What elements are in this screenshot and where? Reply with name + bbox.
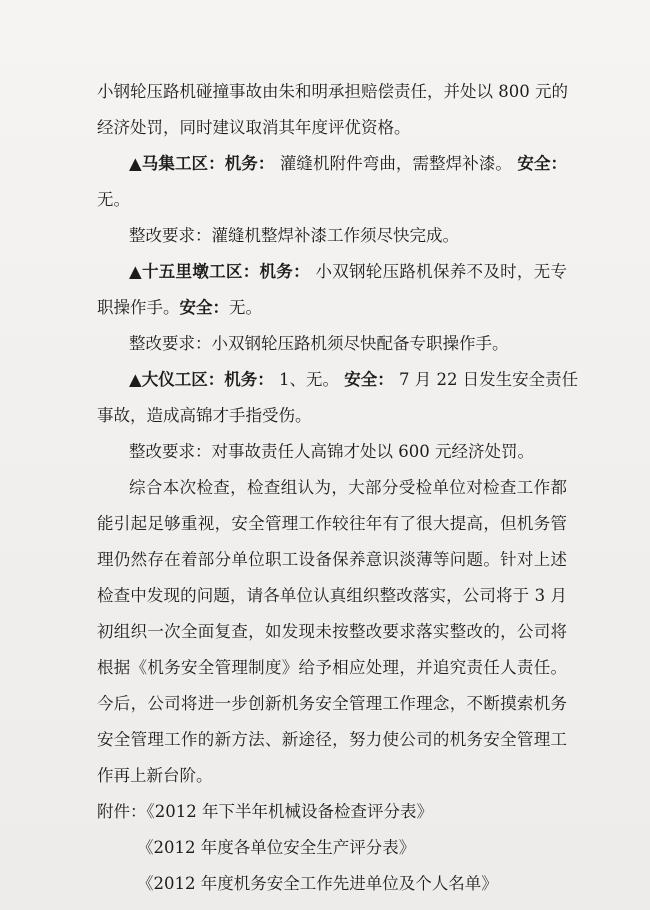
dayi-jiwu-text: 1、无。 (278, 370, 339, 389)
shiwuli-jiwu-text: 小双钢轮压路机保养不及时，无专 (315, 262, 568, 281)
shiwuli-cont (97, 290, 262, 326)
attachment-1 (97, 794, 433, 830)
majiqu-anquan-label: 安全： (517, 154, 568, 173)
majiqu-label: ▲马集工区： (129, 154, 225, 173)
summary-line-7: 今后，公司将进一步创新机务安全管理工作理念，不断摸索机务 (97, 694, 567, 713)
summary-line-9: 作再上新台阶。 (97, 766, 213, 785)
shiwuli-label: ▲十五里墩工区： (129, 262, 260, 281)
majiqu-cont: 无。 (97, 190, 130, 209)
summary-line-6: 根据《机务安全管理制度》给予相应处理，并追究责任人责任。 (97, 658, 567, 677)
summary-line-8: 安全管理工作的新方法、新途径，努力使公司的机务安全管理工 (97, 730, 567, 749)
attachment-3: 《2012 年度机务安全工作先进单位及个人名单》 (137, 874, 498, 893)
shiwuli-line (129, 254, 567, 290)
dayi-requirement: 整改要求：对事故责任人高锦才处以 600 元经济处罚。 (129, 442, 534, 461)
shiwuli-requirement: 整改要求：小双钢轮压路机须尽快配备专职操作手。 (129, 334, 509, 353)
dayi-line (129, 362, 579, 398)
shiwuli-jiwu-label: 机务： (259, 262, 310, 281)
summary-line-5: 初组织一次全面复查，如发现未按整改要求落实整改的，公司将 (97, 622, 567, 641)
dayi-cont: 事故，造成高锦才手指受伤。 (97, 406, 312, 425)
majiqu-requirement: 整改要求：灌缝机整焊补漆工作须尽快完成。 (129, 226, 459, 245)
majiqu-jiwu-label: 机务： (224, 154, 275, 173)
dayi-jiwu-label: 机务： (224, 370, 274, 389)
summary-line-2: 能引起足够重视，安全管理工作较往年有了很大提高，但机务管 (97, 514, 567, 533)
dayi-anquan-label: 安全： (344, 370, 394, 389)
summary-line-1: 综合本次检查，检查组认为，大部分受检单位对检查工作都 (129, 478, 567, 497)
majiqu-line (129, 146, 567, 182)
attachment-2: 《2012 年度各单位安全生产评分表》 (137, 838, 416, 857)
attachment-label: 附件： (97, 802, 147, 821)
dayi-anquan-text: 7 月 22 日发生安全责任 (398, 370, 579, 389)
dayi-label: ▲大仪工区： (129, 370, 225, 389)
body-line-1: 小钢轮压路机碰撞事故由朱和明承担赔偿责任，并处以 800 元的 (97, 82, 568, 101)
summary-line-3: 理仍然存在着部分单位职工设备保养意识淡薄等问题。针对上述 (97, 550, 567, 569)
shiwuli-anquan-text: 无。 (229, 298, 262, 317)
summary-line-4: 检查中发现的问题，请各单位认真组织整改落实，公司将于 3 月 (97, 586, 567, 605)
shiwuli-anquan-label: 安全： (179, 298, 229, 317)
attachment-1-title: 《2012 年下半年机械设备检查评分表》 (146, 802, 433, 821)
majiqu-jiwu-text: 灌缝机附件弯曲，需整焊补漆。 (279, 154, 513, 173)
body-line-2: 经济处罚，同时建议取消其年度评优资格。 (97, 118, 411, 137)
shiwuli-cont-text: 职操作手。 (97, 298, 180, 317)
